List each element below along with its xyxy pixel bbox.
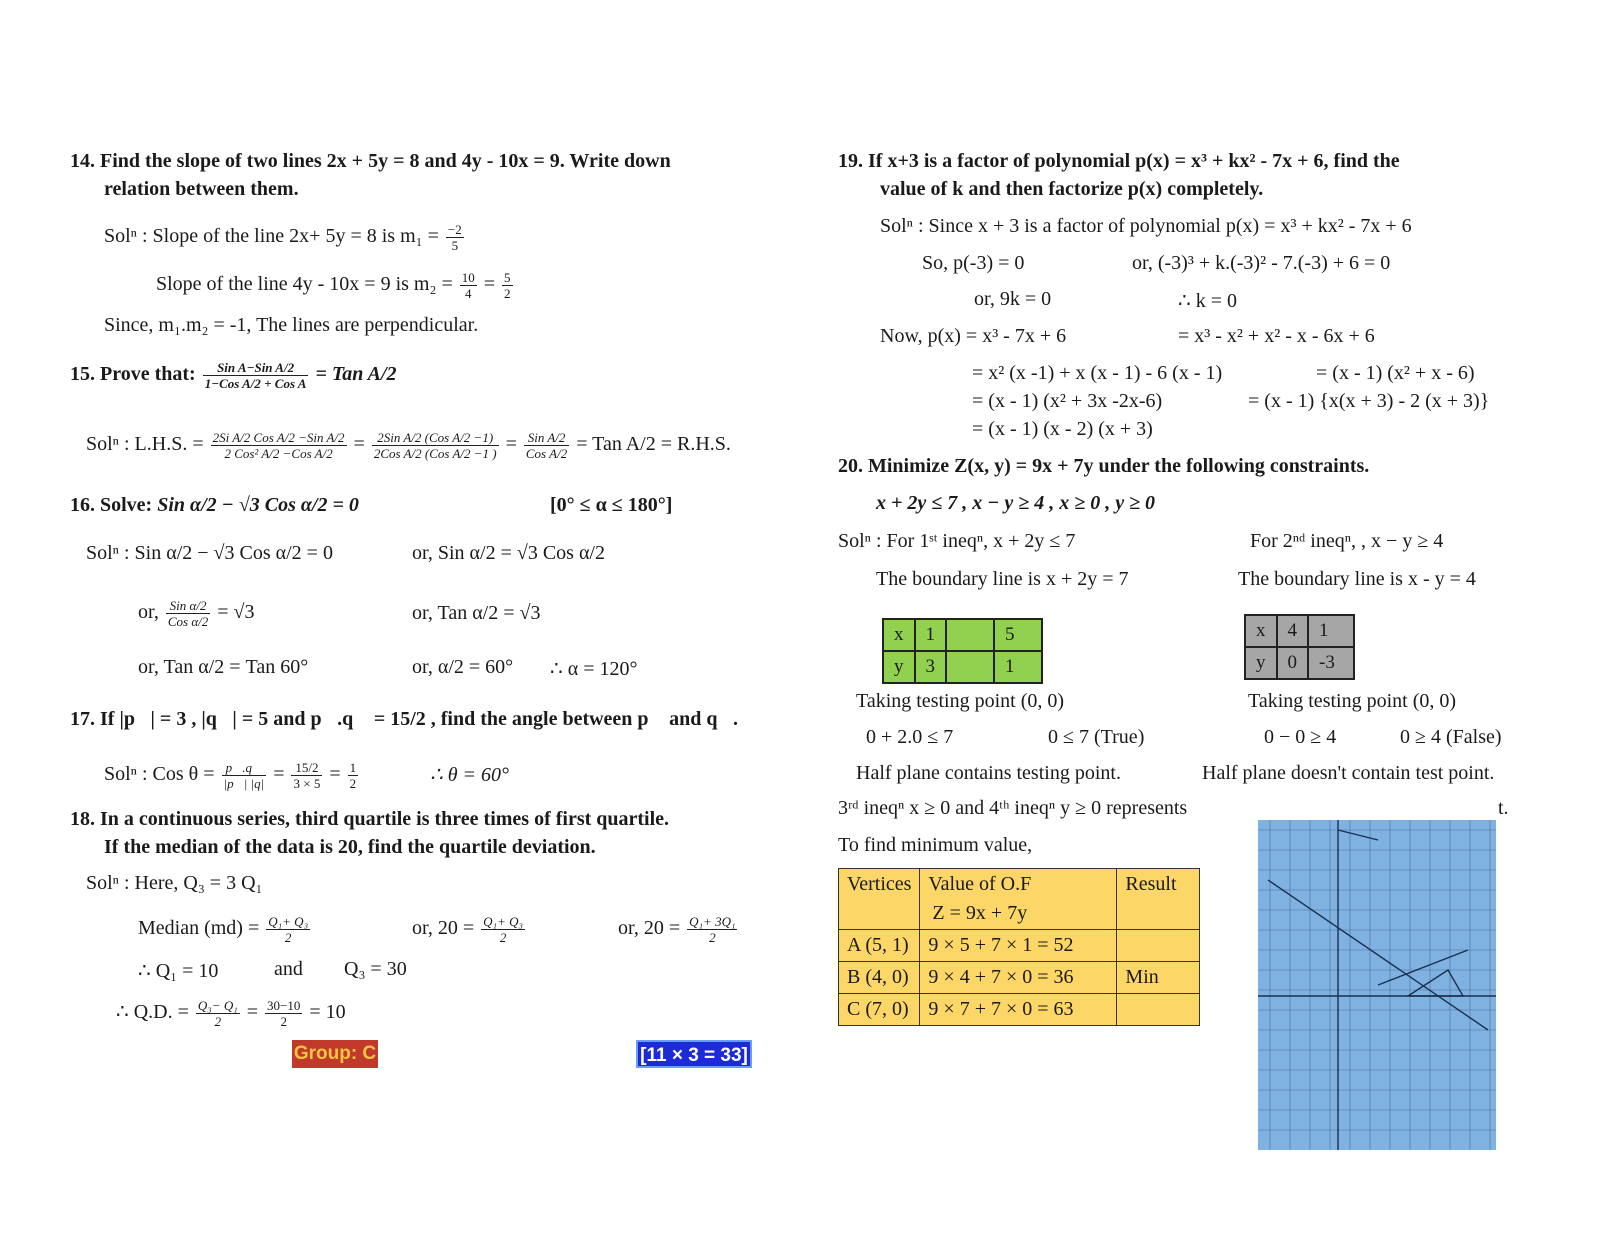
eq: = xyxy=(273,763,285,786)
q15-sol-text: Solⁿ : L.H.S. = xyxy=(86,433,204,456)
cell: C (7, 0) xyxy=(839,994,920,1026)
q16-row2a xyxy=(138,598,255,629)
q20-sol4a: 0 + 2.0 ≤ 7 xyxy=(866,726,954,748)
head-text2: Z = 9x + 7y xyxy=(932,902,1028,924)
q20-sol1a: Solⁿ : For 1ˢᵗ ineqⁿ, x + 2y ≤ 7 xyxy=(838,530,1076,552)
frac xyxy=(481,914,525,945)
cell: 9 × 5 + 7 × 1 = 52 xyxy=(920,930,1117,962)
num: Q₁+ 3Q₁ xyxy=(689,914,736,929)
q16-row2b: or, Tan α/2 = √3 xyxy=(412,602,541,624)
den: 2 Cos² A/2 −Cos A/2 xyxy=(224,446,333,461)
q20-line1: 20. Minimize Z(x, y) = 9x + 7y under the following constraints. xyxy=(838,455,1370,477)
text: or, 20 = xyxy=(618,917,681,940)
den: 2 xyxy=(214,1014,222,1029)
table-header-row xyxy=(839,869,1200,930)
q19-sol3a: or, 9k = 0 xyxy=(974,288,1052,310)
q15-rhs: = Tan A/2 xyxy=(315,363,397,386)
cell: 1 xyxy=(1308,615,1354,647)
den: 2 xyxy=(284,930,292,945)
q20-sol4c: 0 − 0 ≥ 4 xyxy=(1264,726,1337,748)
q19-sol4a: Now, p(x) = x³ - 7x + 6 xyxy=(880,325,1067,347)
table-row xyxy=(839,994,1200,1026)
eq: = xyxy=(329,763,341,786)
boundary-table-2 xyxy=(1244,614,1355,680)
q14-sol-line2 xyxy=(156,270,515,301)
cell: x xyxy=(883,619,915,651)
eq: = xyxy=(505,433,517,456)
q15-statement xyxy=(70,360,397,391)
cell: x xyxy=(1245,615,1277,647)
graph-image xyxy=(1258,820,1496,1150)
den: 2 xyxy=(709,930,716,945)
table-row xyxy=(839,962,1200,994)
q18-sol2a xyxy=(138,914,312,945)
num: p⃗.q⃗ xyxy=(222,760,267,776)
cell xyxy=(946,651,994,683)
q17-solution xyxy=(104,760,360,791)
q18-sol1: Solⁿ : Here, Q₃ = 3 Q₁ xyxy=(86,872,263,894)
cell: 9 × 7 + 7 × 0 = 63 xyxy=(920,994,1117,1026)
group-c-label: Group: C xyxy=(292,1040,378,1068)
q15-end: = Tan A/2 = R.H.S. xyxy=(576,433,731,456)
cell: Min xyxy=(1117,962,1200,994)
q14-line1: 14. Find the slope of two lines 2x + 5y = 8 and 4y - 10x = 9. Write down xyxy=(70,150,671,172)
q19-sol7: = (x - 1) (x - 2) (x + 3) xyxy=(972,418,1153,440)
q19-sol4b: = x³ - x² + x² - x - 6x + 6 xyxy=(1178,325,1375,347)
den: 1−Cos A/2 + Cos A xyxy=(204,376,307,391)
q20-constraints: x + 2y ≤ 7 , x − y ≥ 4 , x ≥ 0 , y ≥ 0 xyxy=(876,492,1156,514)
q18-sol3c: Q₃ = 30 xyxy=(344,958,407,980)
num: Q₁+ Q₃ xyxy=(483,914,523,929)
cell: y xyxy=(1245,647,1277,679)
den: 5 xyxy=(451,238,459,253)
q20-sol4b: 0 ≤ 7 (True) xyxy=(1048,726,1145,748)
q19-sol6b: = (x - 1) {x(x + 3) - 2 (x + 3)} xyxy=(1248,390,1490,412)
q18-sol3a: ∴ Q₁ = 10 xyxy=(138,960,219,982)
num: 15/2 xyxy=(291,760,322,776)
cell: 3 xyxy=(915,651,947,683)
text: Median (md) = xyxy=(138,917,260,940)
num: −2 xyxy=(447,222,462,237)
den: Cos A/2 xyxy=(525,446,568,461)
q17-frac3 xyxy=(348,760,359,791)
head-text: Value of O.F xyxy=(928,873,1032,895)
q14-fraction-a xyxy=(460,270,477,301)
text: or, 20 = xyxy=(412,917,475,940)
q19-sol5b: = (x - 1) (x² + x - 6) xyxy=(1316,362,1475,384)
num: Sin α/2 xyxy=(166,598,210,614)
q20-sol3a: Taking testing point (0, 0) xyxy=(856,690,1065,712)
marks-label: [11 × 3 = 33] xyxy=(636,1040,752,1068)
header-cell: Result xyxy=(1117,869,1200,930)
boundary-table-1 xyxy=(882,618,1043,684)
q15-frac1 xyxy=(211,430,347,461)
q20-sol3b: Taking testing point (0, 0) xyxy=(1248,690,1457,712)
q18-sol3b: and xyxy=(274,958,303,980)
q16-row3c: ∴ α = 120° xyxy=(550,658,638,680)
cell xyxy=(1117,930,1200,962)
q16-statement xyxy=(70,494,359,517)
q17-sol-text: Solⁿ : Cos θ = xyxy=(104,763,215,786)
den: 2 xyxy=(499,930,507,945)
q19-line2: value of k and then factorize p(x) completely. xyxy=(880,178,1264,200)
den: 2 xyxy=(280,1014,287,1029)
q17-result: ∴ θ = 60° xyxy=(430,764,510,786)
num: 1 xyxy=(349,760,357,775)
q16-range: [0° ≤ α ≤ 180°] xyxy=(550,494,673,516)
q20-sol6: 3ʳᵈ ineqⁿ x ≥ 0 and 4ᵗʰ ineqⁿ y ≥ 0 represents xyxy=(838,797,1188,819)
num: 2Sin A/2 (Cos A/2 −1) xyxy=(372,430,499,446)
num: Sin A/2 xyxy=(524,430,569,446)
cell: 5 xyxy=(994,619,1042,651)
q19-sol1: Solⁿ : Since x + 3 is a factor of polynomial p(x) = x³ + kx² - 7x + 6 xyxy=(880,215,1412,237)
q20-sol6-tail: t. xyxy=(1498,797,1509,819)
den: |p⃗| |q| xyxy=(223,776,265,791)
q16-row1a: Solⁿ : Sin α/2 − √3 Cos α/2 = 0 xyxy=(86,542,333,564)
q14-fraction-b xyxy=(502,270,513,301)
header-cell: Vertices xyxy=(839,869,920,930)
table-row xyxy=(1245,615,1354,647)
cell: 1 xyxy=(915,619,947,651)
num: Sin A−Sin A/2 xyxy=(203,360,309,376)
vertices-table xyxy=(838,868,1200,1026)
eq: = xyxy=(483,273,496,296)
q16-frac xyxy=(166,598,210,629)
q18-sol2c xyxy=(618,914,739,945)
q16-lead: 16. Solve: xyxy=(70,494,153,516)
q15-fraction xyxy=(203,360,309,391)
table-row xyxy=(1245,647,1354,679)
q16-row3b: or, α/2 = 60° xyxy=(412,656,514,678)
q18-line1: 18. In a continuous series, third quartile is three times of first quartile. xyxy=(70,808,670,830)
den: 3 × 5 xyxy=(293,776,321,791)
num: Q₁+ Q₃ xyxy=(268,914,309,929)
q15-lead: 15. Prove that: xyxy=(70,363,196,386)
q14-sol-line1 xyxy=(104,222,466,253)
frac xyxy=(687,914,737,945)
q19-sol3b: ∴ k = 0 xyxy=(1178,290,1238,312)
q17-frac1 xyxy=(222,760,267,791)
frac2 xyxy=(265,998,302,1029)
num: 5 xyxy=(504,270,511,285)
cell: 9 × 4 + 7 × 0 = 36 xyxy=(920,962,1117,994)
den: 2 xyxy=(349,776,357,791)
q14-sol2-text: Slope of the line 4y - 10x = 9 is m₂ = xyxy=(156,273,453,296)
q20-sol4d: 0 ≥ 4 (False) xyxy=(1400,726,1502,748)
or: or, xyxy=(138,601,159,624)
q20-sol7: To find minimum value, xyxy=(838,834,1033,856)
q19-sol6a: = (x - 1) (x² + 3x -2x-6) xyxy=(972,390,1163,412)
frac1 xyxy=(196,998,240,1029)
q20-sol1b: For 2ⁿᵈ ineqⁿ, , x − y ≥ 4 xyxy=(1250,530,1444,552)
cell: 1 xyxy=(994,651,1042,683)
num: 2Si A/2 Cos A/2 −Sin A/2 xyxy=(212,430,345,445)
cell: y xyxy=(883,651,915,683)
q17-statement: 17. If |p⃗| = 3 , |q⃗| = 5 and p⃗.q⃗ = 15/2 , find the angle between p⃗ and q⃗. xyxy=(70,708,739,730)
q18-sol4 xyxy=(116,998,346,1029)
num: 10 xyxy=(461,270,475,285)
cell: -3 xyxy=(1308,647,1354,679)
q18-line2: If the median of the data is 20, find the quartile deviation. xyxy=(104,836,596,858)
q20-sol2b: The boundary line is x - y = 4 xyxy=(1238,568,1476,590)
graph-paper xyxy=(1258,820,1496,1150)
q17-frac2 xyxy=(291,760,322,791)
cell: B (4, 0) xyxy=(839,962,920,994)
q15-frac2 xyxy=(372,430,499,461)
rhs: = √3 xyxy=(217,601,255,624)
q19-line1: 19. If x+3 is a factor of polynomial p(x) = x³ + kx² - 7x + 6, find the xyxy=(838,150,1400,172)
q19-sol5a: = x² (x -1) + x (x - 1) - 6 (x - 1) xyxy=(972,362,1223,384)
den: 2Cos A/2 (Cos A/2 −1 ) xyxy=(373,446,497,461)
q15-solution xyxy=(86,430,731,461)
table-row xyxy=(883,651,1042,683)
cell: 0 xyxy=(1277,647,1309,679)
q14-sol1-text: Solⁿ : Slope of the line 2x+ 5y = 8 is m₁ = xyxy=(104,225,439,248)
table-row xyxy=(839,930,1200,962)
cell: A (5, 1) xyxy=(839,930,920,962)
q14-line2: relation between them. xyxy=(104,178,299,200)
cell xyxy=(1117,994,1200,1026)
q19-sol2b: or, (-3)³ + k.(-3)² - 7.(-3) + 6 = 0 xyxy=(1132,252,1391,274)
q16-equation: Sin α/2 − √3 Cos α/2 = 0 xyxy=(157,494,359,516)
num: Q₃− Q₁ xyxy=(197,998,238,1013)
q20-sol5b: Half plane doesn't contain test point. xyxy=(1202,762,1495,784)
den: 4 xyxy=(464,286,472,301)
q20-sol5a: Half plane contains testing point. xyxy=(856,762,1121,784)
num: 30−10 xyxy=(267,998,301,1013)
q18-sol2b xyxy=(412,914,527,945)
q15-frac3 xyxy=(524,430,569,461)
q16-row1b: or, Sin α/2 = √3 Cos α/2 xyxy=(412,542,605,564)
eq: = xyxy=(353,433,365,456)
table-row xyxy=(883,619,1042,651)
cell: 4 xyxy=(1277,615,1309,647)
text: ∴ Q.D. = xyxy=(116,1001,189,1024)
end: = 10 xyxy=(309,1001,346,1024)
den: Cos α/2 xyxy=(167,614,209,629)
q20-sol2a: The boundary line is x + 2y = 7 xyxy=(876,568,1129,590)
den: 2 xyxy=(504,286,511,301)
header-cell xyxy=(920,869,1117,930)
cell xyxy=(946,619,994,651)
eq: = xyxy=(246,1001,259,1024)
q19-sol2a: So, p(-3) = 0 xyxy=(922,252,1025,274)
frac xyxy=(266,914,310,945)
q14-sol-line3: Since, m₁.m₂ = -1, The lines are perpendicular. xyxy=(104,314,479,336)
q14-fraction-m1 xyxy=(446,222,464,253)
q16-row3a: or, Tan α/2 = Tan 60° xyxy=(138,656,309,678)
